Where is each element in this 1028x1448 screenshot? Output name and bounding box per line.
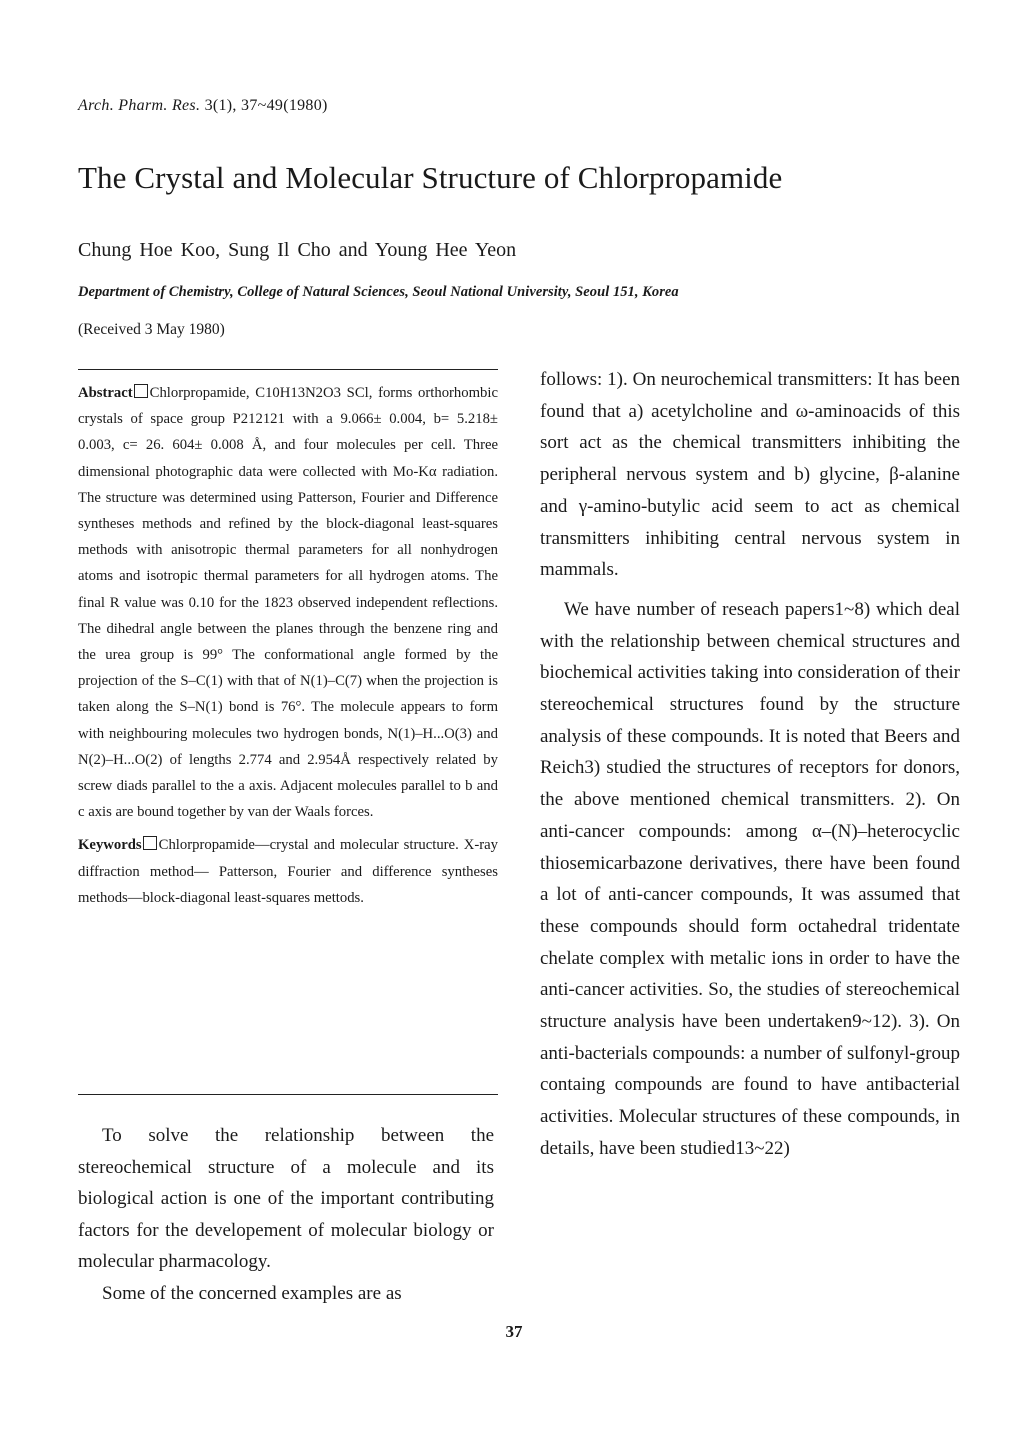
body-column-left <box>78 1120 494 1309</box>
abstract-top-rule <box>78 369 498 370</box>
abstract-text: Chlorpropamide, C10H13N2O3 SCl, forms orthorhombic crystals of space group P212121 with a 9.066± 0.004, b= 5.218± 0.003, c= 26. 604± 0.008 Å, and four molecules per cell. Three dimensional photographic data were collected with Mo-Kα radiation. The structure was determined using Patterson, Fourier and Difference syntheses methods and refined by the block-diagonal least-squares methods with anisotropic thermal parameters for all nonhydrogen atoms and isotropic thermal parameters for all hydrogen atoms. The final R value was 0.10 for the 1823 observed independent reflections. The dihedral angle between the planes through the benzene ring and the urea group is 99° The conformational angle formed by the projection of the S–C(1) with that of N(1)–C(7) when the projection is taken along the S–N(1) bond is 76°. The molecule appears to form with neighbouring molecules two hydrogen bonds, N(1)–H...O(3) and N(2)–H...O(2) of lengths 2.774 and 2.954Å respectively related by screw diads parallel to the a axis. Adjacent molecules parallel to b and c axis are bound together by van der Waals forces. <box>78 385 498 821</box>
volume-pages: 3(1), 37~49(1980) <box>204 97 328 114</box>
body-paragraph: Some of the concerned examples are as <box>102 1282 402 1304</box>
box-separator-icon <box>134 384 148 398</box>
body-paragraph: To solve the relationship between the stereochemical structure of a molecule and its biological action is one of the important contributing factors for the developement of molecular biology or molecular pharmacology. <box>78 1125 494 1272</box>
body-paragraph: follows: 1). On neurochemical transmitters: It has been found that a) acetylcholine and ω-aminoacids of this sort act as the chemical transmitters inhibiting the peripheral nervous system and b) glycine, β-alanine and γ-amino-butylic acid seem to act as chemical transmitters inhibiting central nervous system in mammals. <box>540 369 960 581</box>
abstract-label: Abstract <box>78 385 133 401</box>
keywords-label: Keywords <box>78 837 142 854</box>
body-paragraph: We have number of reseach papers1~8) which deal with the relationship between chemical structures and biochemical activities taking into consideration of their stereochemical structures found by the structure analysis of these compounds. It is noted that Beers and Reich3) studied the structures of receptors for donors, the above mentioned chemical transmitters. 2). On anti-cancer compounds: among α–(N)–heterocyclic thiosemicarbazone derivatives, there have been found a lot of anti-cancer compounds, It was assumed that these compounds should form octahedral tridentate chelate complex with metalic ions in order to have the anti-cancer activities. So, the studies of stereochemical structure analysis have been undertaken9~12). 3). On anti-bacterials compounds: a number of sulfonyl-group containg compounds are found to have antibacterial activities. Molecular structures of these compounds, in details, have been studied13~22) <box>540 598 960 1159</box>
body-column-right <box>540 364 960 1165</box>
keywords-text: Chlorpropamide—crystal and molecular structure. X-ray diffraction method— Patterson, Fourier and difference syntheses methods—block-diagonal least-squares mettods. <box>78 837 498 906</box>
journal-name: Arch. Pharm. Res. <box>78 97 201 114</box>
keywords-paragraph <box>78 832 498 911</box>
author-affiliation: Department of Chemistry, College of Natural Sciences, Seoul National University, Seoul 151, Korea <box>78 284 679 300</box>
abstract-block <box>78 380 498 911</box>
journal-citation <box>78 97 328 115</box>
abstract-bottom-rule <box>78 1094 498 1095</box>
received-date: (Received 3 May 1980) <box>78 321 225 338</box>
page-number: 37 <box>505 1322 523 1341</box>
box-separator-icon <box>143 836 157 850</box>
author-list: Chung Hoe Koo, Sung Il Cho and Young Hee Yeon <box>78 239 517 261</box>
article-title: The Crystal and Molecular Structure of Chlorpropamide <box>78 160 783 195</box>
abstract-paragraph <box>78 380 498 825</box>
